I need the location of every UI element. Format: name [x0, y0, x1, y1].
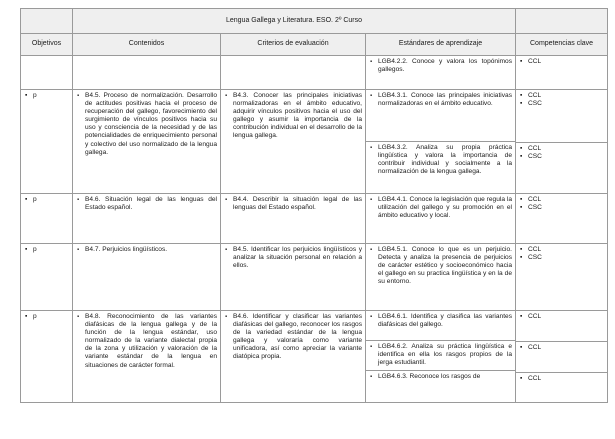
col-header-estandares: Estándares de aprendizaje	[366, 34, 516, 56]
competencia-text: CSC	[528, 153, 542, 161]
estandares-cell	[366, 56, 516, 90]
bullet-icon: ▪	[520, 58, 523, 65]
bullet-icon: ▪	[520, 92, 523, 99]
bullet-icon: ▪	[520, 375, 523, 382]
bullet-icon: ▪	[225, 197, 228, 203]
table-row	[21, 194, 608, 244]
objetivo-text: p	[33, 313, 37, 320]
criterio-text: B4.3. Conocer las principales iniciativas normalizadoras en el ámbito educativo, adquirir vínculos positivos hacia el uso del gallego y asumir la importancia de la contribución individual en el desarrollo de la lengua gallega.	[233, 92, 362, 140]
objetivo-text: p	[33, 92, 37, 99]
contenido-text: B4.6. Situación legal de las lenguas del Estado español.	[85, 196, 217, 212]
competencia-item	[516, 58, 607, 66]
bullet-icon: ▪	[370, 197, 373, 203]
col-header-criterios: Criterios de evaluación	[221, 34, 366, 56]
competencia-text: CSC	[528, 204, 542, 212]
competencia-item	[516, 92, 607, 100]
col-header-competencias: Competencias clave	[516, 34, 608, 56]
col-header-contenidos: Contenidos	[73, 34, 221, 56]
bullet-icon: ▪	[520, 254, 523, 262]
competencia-item	[516, 313, 607, 321]
competencia-item	[516, 196, 607, 204]
bullet-icon: ▪	[77, 247, 80, 253]
contenido-text: B4.7. Perjuicios lingüísticos.	[85, 246, 168, 253]
contenido-cell	[73, 56, 221, 90]
estandar-text: LGB4.6.3. Reconoce los rasgos de	[378, 373, 481, 380]
criterio-cell	[221, 311, 366, 403]
objetivo-cell	[21, 90, 73, 194]
competencia-item	[516, 100, 607, 108]
estandar-text: LGB4.4.1. Conoce la legislación que regula la utilización del gallego y su promoción en el ámbito educativo y local.	[378, 196, 513, 220]
competencia-text: CCL	[528, 145, 542, 152]
table-row	[21, 311, 608, 403]
bullet-icon: ▪	[370, 145, 373, 151]
competencias-cell	[516, 90, 608, 194]
title-right-cell	[516, 9, 608, 34]
table-row	[21, 244, 608, 311]
criterio-cell	[221, 90, 366, 194]
competencia-group	[516, 143, 607, 164]
estandar-text: LGB4.2.2. Conoce y valora los topónimos gallegos.	[378, 58, 513, 74]
criterio-cell	[221, 56, 366, 90]
bullet-icon: ▪	[370, 314, 373, 320]
competencia-item	[516, 145, 607, 153]
competencias-cell	[516, 194, 608, 244]
contenido-cell	[73, 194, 221, 244]
bullet-icon: ▪	[77, 197, 80, 203]
objetivo-cell	[21, 311, 73, 403]
col-header-objetivos: Objetivos	[21, 34, 73, 56]
objetivo-text: p	[33, 246, 37, 253]
bullet-icon: ▪	[520, 100, 523, 108]
bullet-icon: ▪	[520, 313, 523, 320]
competencia-group	[516, 244, 607, 265]
bullet-icon: ▪	[25, 246, 28, 253]
bullet-icon: ▪	[520, 153, 523, 161]
estandar-item	[366, 311, 515, 341]
bullet-icon: ▪	[25, 92, 28, 99]
bullet-icon: ▪	[25, 196, 28, 203]
competencia-text: CCL	[528, 196, 542, 203]
bullet-icon: ▪	[77, 93, 80, 99]
estandar-item	[366, 371, 515, 384]
objetivo-cell	[21, 244, 73, 311]
bullet-icon: ▪	[370, 59, 373, 65]
competencia-text: CSC	[528, 254, 542, 262]
title-corner-cell	[21, 9, 73, 34]
estandares-cell	[366, 90, 516, 194]
competencia-text: CCL	[528, 313, 542, 320]
competencia-item	[516, 344, 607, 352]
competencia-item	[516, 153, 607, 161]
contenido-cell	[73, 244, 221, 311]
competencia-item	[516, 375, 607, 383]
estandar-item	[366, 142, 515, 179]
competencias-cell	[516, 311, 608, 403]
competencia-text: CCL	[528, 58, 542, 65]
estandar-item	[366, 90, 515, 142]
table-body	[21, 9, 608, 403]
competencia-item	[516, 246, 607, 254]
bullet-icon: ▪	[520, 246, 523, 253]
estandares-cell	[366, 311, 516, 403]
competencia-group	[516, 90, 607, 143]
objetivo-cell	[21, 56, 73, 90]
table-row	[21, 90, 608, 194]
criterio-cell	[221, 194, 366, 244]
competencia-group	[516, 342, 607, 373]
competencia-item	[516, 204, 607, 212]
estandar-item	[366, 194, 515, 223]
criterio-cell	[221, 244, 366, 311]
criterio-text: B4.5. Identificar los perjuicios lingüísticos y analizar la situación personal en relación a ellos.	[233, 246, 362, 270]
estandares-cell	[366, 194, 516, 244]
table-title: Lengua Gallega y Literatura. ESO. 2º Curso	[73, 9, 516, 34]
contenido-text: B4.5. Proceso de normalización. Desarrollo de actitudes positivas hacia el proceso de recuperación del gallego, favorecimiento del surgimiento de vínculos positivos hacia su uso y consciencia de la necesidad y de las potencialidades de enriquecimiento personal y colectivo del uso normalizado de la lengua gallega.	[85, 92, 217, 156]
criterio-text: B4.4. Describir la situación legal de las lenguas del Estado español.	[233, 196, 362, 212]
bullet-icon: ▪	[370, 374, 373, 380]
estandar-item	[366, 244, 515, 289]
contenido-cell	[73, 90, 221, 194]
criterio-text: B4.6. Identificar y clasificar las variantes diafásicas del gallego, reconocer los rasgos de la variedad estándar de la lengua gallega y valoraría como variante unificadora, así como apreciar la variante diatópica propia.	[233, 313, 362, 361]
bullet-icon: ▪	[225, 247, 228, 253]
bullet-icon: ▪	[520, 145, 523, 152]
competencia-group	[516, 373, 607, 386]
bullet-icon: ▪	[225, 93, 228, 99]
estandar-text: LGB4.5.1. Conoce lo que es un perjuicio. Detecta y analiza la presencia de perjuicios de carácter estético y socioeconómico hacia el gallego en su practica lingüística y en la de su entorno.	[378, 246, 513, 286]
competencia-group	[516, 56, 607, 69]
contenido-text: B4.8. Reconocimiento de las variantes diafásicas de la lengua gallega y de la función de la lengua estándar, uso normalizado de la variante dialectal propia de la zona y utilización y valoración de la variante estándar de la lengua en situaciones de carácter formal.	[85, 313, 217, 369]
estandar-text: LGB4.3.1. Conoce las principales iniciativas normalizadoras en el ámbito educativo.	[378, 92, 513, 108]
bullet-icon: ▪	[370, 247, 373, 253]
competencias-cell	[516, 56, 608, 90]
bullet-icon: ▪	[370, 344, 373, 350]
competencia-group	[516, 194, 607, 215]
competencias-cell	[516, 244, 608, 311]
bullet-icon: ▪	[520, 196, 523, 203]
objetivo-text: p	[33, 196, 37, 203]
bullet-icon: ▪	[520, 344, 523, 351]
competencia-group	[516, 311, 607, 342]
bullet-icon: ▪	[77, 314, 80, 320]
curriculum-page	[20, 8, 607, 403]
estandares-cell	[366, 244, 516, 311]
bullet-icon: ▪	[370, 93, 373, 99]
estandar-text: LGB4.6.1. Identifica y clasifica las variantes diafásicas del gallego.	[378, 313, 513, 329]
competencia-text: CCL	[528, 246, 542, 253]
contenido-cell	[73, 311, 221, 403]
objetivo-cell	[21, 194, 73, 244]
estandar-item	[366, 56, 515, 77]
estandar-text: LGB4.6.2. Analiza su práctica lingüística e identifica en ella los rasgos propios de la jerga estudiantil.	[378, 343, 513, 367]
estandar-item	[366, 341, 515, 371]
bullet-icon: ▪	[225, 314, 228, 320]
competencia-text: CCL	[528, 344, 542, 351]
curriculum-table	[20, 8, 608, 403]
estandar-text: LGB4.3.2. Analiza su propia práctica lingüística y valora la importancia de contribuir individual y socialmente a la normalización de la lengua gallega.	[378, 144, 513, 176]
bullet-icon: ▪	[25, 313, 28, 320]
competencia-text: CSC	[528, 100, 542, 108]
competencia-text: CCL	[528, 92, 542, 99]
bullet-icon: ▪	[520, 204, 523, 212]
competencia-text: CCL	[528, 375, 542, 382]
table-row	[21, 56, 608, 90]
competencia-item	[516, 254, 607, 262]
